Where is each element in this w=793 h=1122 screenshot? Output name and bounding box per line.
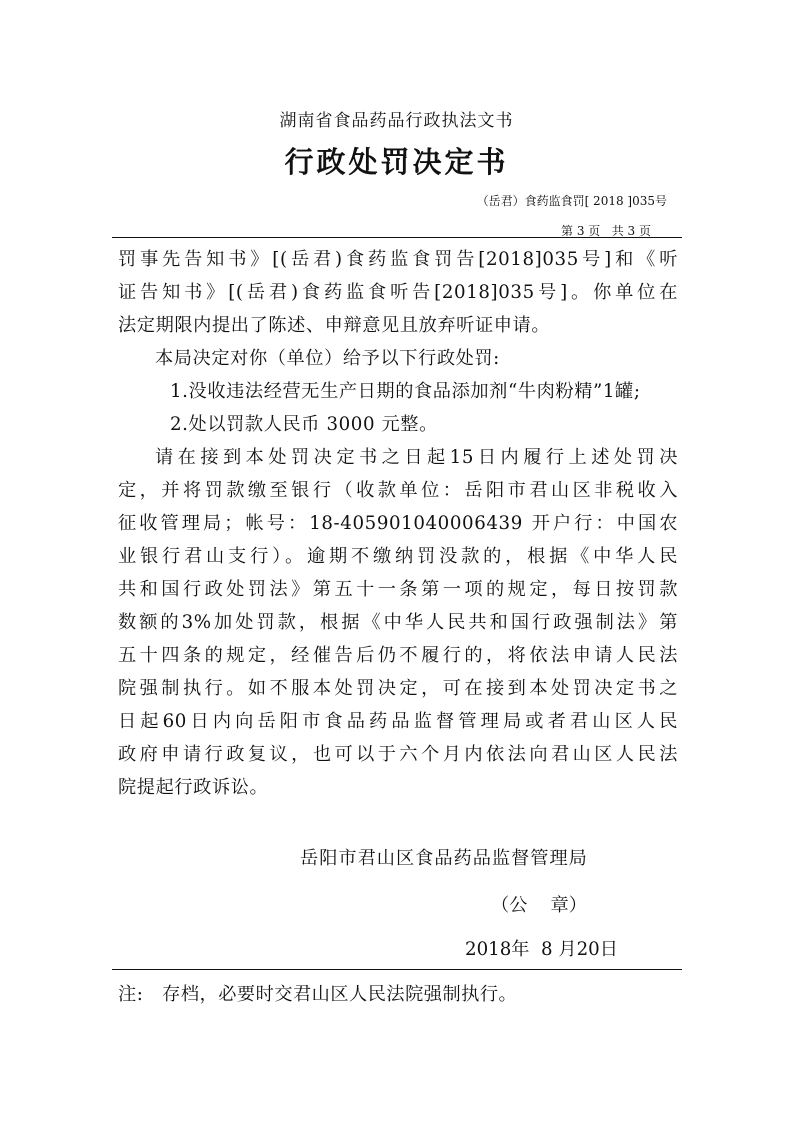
payment-line: 共和国行政处罚法》第五十一条第一项的规定，每日按罚款 bbox=[118, 579, 678, 600]
top-divider bbox=[112, 237, 682, 238]
page-indicator: 第 3 页 共 3 页 bbox=[561, 224, 651, 238]
payment-line: 院强制执行。如不服本处罚决定，可在接到本处罚决定书之 bbox=[118, 678, 678, 699]
body-line: 罚事先告知书》[(岳君)食药监食罚告[2018]035号]和《听 bbox=[118, 249, 678, 270]
body-line: 法定期限内提出了陈述、申辩意见且放弃听证申请。 bbox=[118, 315, 551, 336]
document-title: 行政处罚决定书 bbox=[284, 145, 509, 179]
penalty-item: 2.处以罚款人民币 3000 元整。 bbox=[170, 414, 438, 435]
payment-line: 业银行君山支行）。逾期不缴纳罚没款的，根据《中华人民 bbox=[118, 546, 678, 567]
payment-line: 五十四条的规定，经催告后仍不履行的，将依法申请人民法 bbox=[118, 645, 678, 666]
penalty-item: 1.没收违法经营无生产日期的食品添加剂“牛肉粉精”1罐; bbox=[170, 381, 641, 402]
decision-intro: 本局决定对你（单位）给予以下行政处罚: bbox=[155, 348, 500, 369]
body-line: 证告知书》[(岳君)食药监食听告[2018]035号]。你单位在 bbox=[118, 282, 678, 303]
payment-line: 政府申请行政复议，也可以于六个月内依法向君山区人民法 bbox=[118, 744, 678, 765]
payment-line: 日起60日内向岳阳市食品药品监督管理局或者君山区人民 bbox=[118, 711, 678, 732]
document-body bbox=[118, 243, 678, 804]
document-number: （岳君）食药监食罚[ 2018 ]035号 bbox=[476, 194, 667, 208]
payment-line: 定，并将罚款缴至银行（收款单位：岳阳市君山区非税收入 bbox=[118, 480, 678, 501]
official-seal-placeholder: （公 章） bbox=[491, 895, 587, 916]
issuing-authority-header: 湖南省食品药品行政执法文书 bbox=[279, 111, 514, 131]
bottom-divider bbox=[112, 969, 682, 970]
payment-line: 请在接到本处罚决定书之日起15日内履行上述处罚决 bbox=[155, 447, 678, 468]
footer-note: 注: 存档，必要时交君山区人民法院强制执行。 bbox=[118, 984, 518, 1005]
payment-line: 征收管理局；帐号：18-405901040006439 开户行：中国农 bbox=[118, 513, 678, 534]
signing-authority: 岳阳市君山区食品药品监督管理局 bbox=[300, 848, 588, 869]
signing-date: 2018年 8 月20日 bbox=[465, 939, 618, 960]
payment-line: 院提起行政诉讼。 bbox=[118, 777, 269, 798]
payment-line: 数额的3%加处罚款，根据《中华人民共和国行政强制法》第 bbox=[118, 612, 678, 633]
